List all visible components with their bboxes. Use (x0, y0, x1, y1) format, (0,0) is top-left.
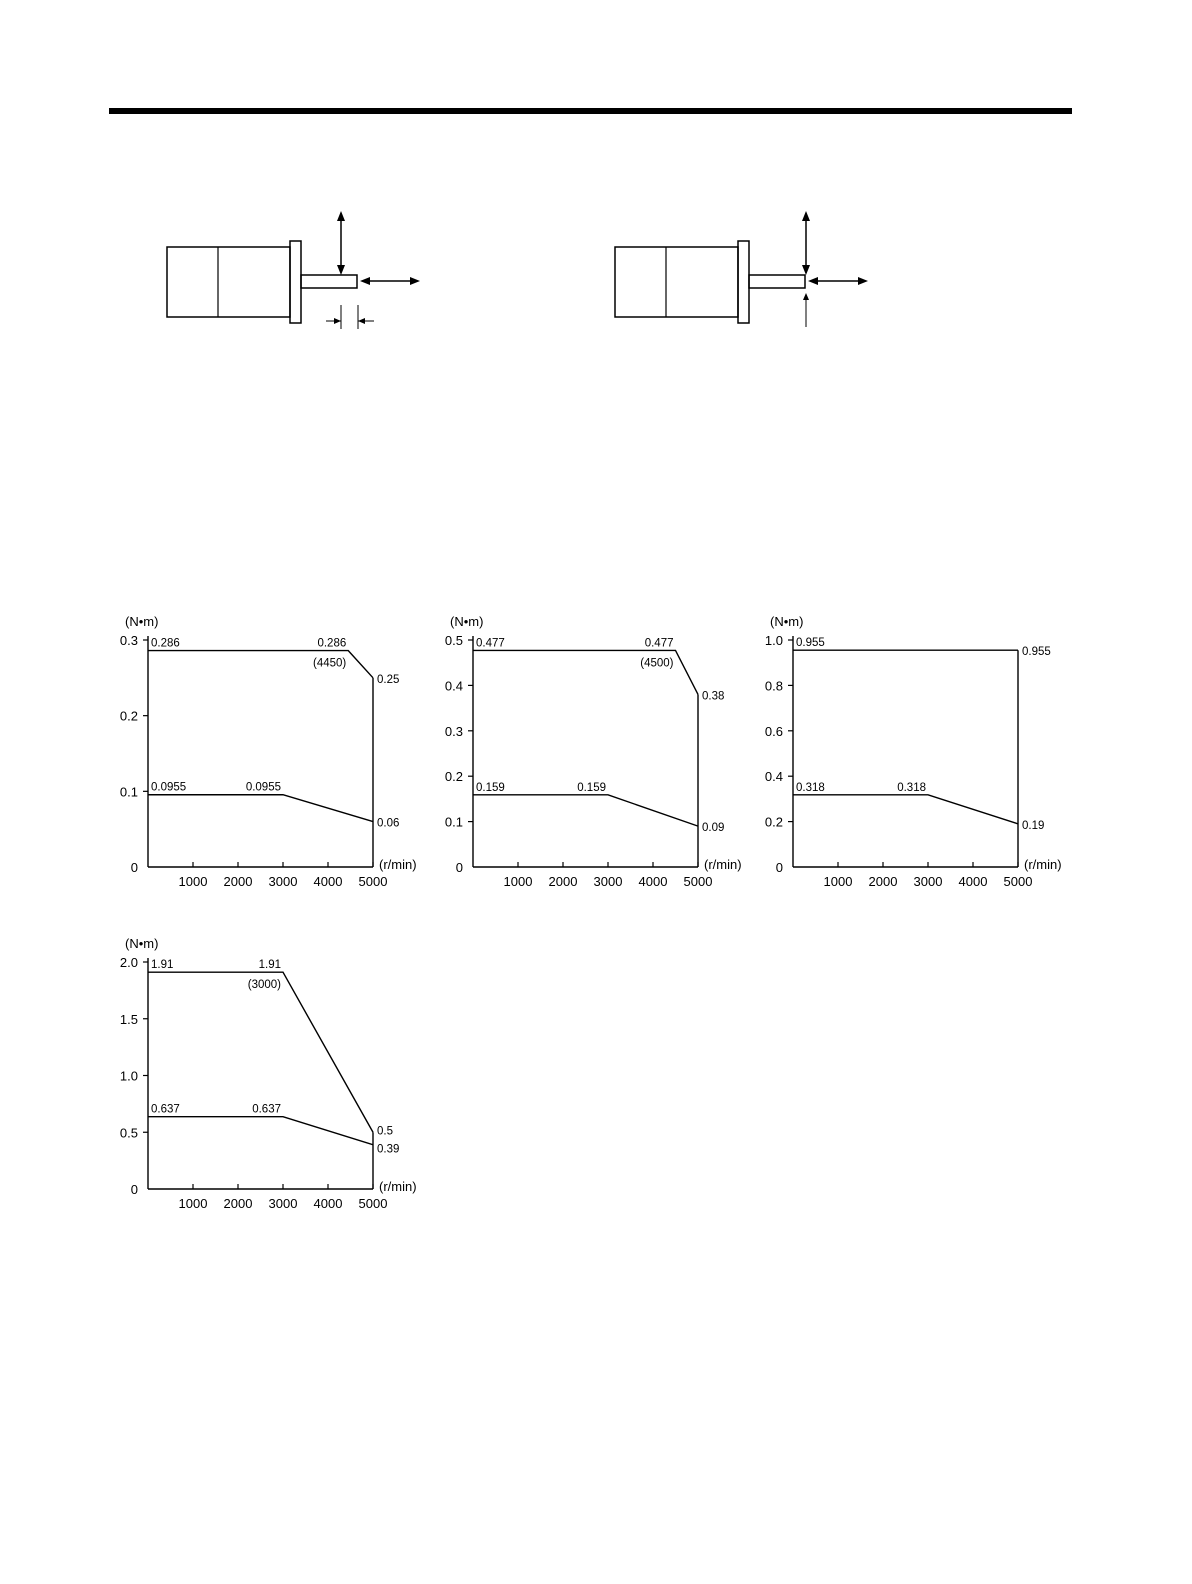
rated-torque-line (473, 795, 698, 826)
x-tick-label: 4000 (313, 874, 343, 889)
x-tick-label: 1000 (178, 874, 208, 889)
rated-torque-line (148, 1117, 373, 1145)
y-tick-label: 0.6 (764, 723, 783, 739)
motor-shaft (749, 275, 805, 288)
rated-torque-line (793, 795, 1018, 824)
x-tick-label: 3000 (268, 874, 298, 889)
y-tick-label: 0 (130, 860, 138, 875)
data-label: 0.477 (476, 637, 505, 650)
data-label: 0.286 (317, 637, 347, 650)
y-tick-label: 0 (455, 860, 463, 875)
y-tick-label: 0.4 (444, 678, 463, 694)
y-axis-label: (N•m) (125, 614, 159, 629)
radial-arrow-head-down (802, 265, 810, 275)
data-label: 0.318 (796, 781, 825, 794)
data-label: 0.159 (476, 781, 505, 794)
x-tick-label: 2000 (548, 874, 578, 889)
x-tick-label: 4000 (958, 874, 988, 889)
y-tick-label: 0.4 (764, 769, 783, 785)
x-tick-label: 5000 (358, 874, 388, 889)
data-label: 0.955 (796, 637, 825, 650)
rated-torque-line (148, 795, 373, 822)
x-tick-label: 2000 (868, 874, 898, 889)
data-label: 0.318 (897, 781, 926, 794)
radial-arrow-head-up (802, 211, 810, 221)
x-tick-label: 2000 (223, 874, 253, 889)
y-axis-label: (N•m) (450, 614, 484, 629)
x-axis-label: (r/min) (379, 857, 417, 872)
data-label: 1.91 (151, 959, 174, 972)
y-axis-label: (N•m) (125, 936, 159, 951)
torque-speed-chart-1 (100, 610, 440, 900)
data-label: 0.637 (151, 1103, 180, 1116)
x-tick-label: 3000 (913, 874, 943, 889)
data-label: 0.637 (252, 1103, 281, 1116)
y-axis-label: (N•m) (770, 614, 804, 629)
data-label: 0.5 (377, 1125, 393, 1138)
motor-diagram-right (608, 205, 878, 335)
x-tick-label: 1000 (503, 874, 533, 889)
data-label: 0.06 (377, 817, 400, 830)
y-tick-label: 1.0 (119, 1068, 138, 1084)
y-tick-label: 0.3 (444, 723, 463, 739)
y-tick-label: 0.2 (444, 769, 463, 785)
thrust-arrow-head-right (410, 277, 420, 285)
data-label: 0.286 (151, 637, 180, 650)
y-tick-label: 0.1 (119, 784, 138, 800)
y-tick-label: 0.8 (764, 678, 783, 694)
x-tick-label: 5000 (358, 1196, 388, 1211)
x-tick-label: 3000 (268, 1196, 298, 1211)
y-tick-label: 0.2 (119, 708, 138, 724)
x-axis-label: (r/min) (1024, 857, 1062, 872)
x-axis-label: (r/min) (379, 1179, 417, 1194)
motor-flange (738, 241, 749, 323)
y-tick-label: 0.3 (119, 633, 138, 648)
thrust-arrow-head-left (808, 277, 818, 285)
radial-arrow-head-up (337, 211, 345, 221)
data-label: 1.91 (258, 959, 281, 972)
data-label: 0.159 (577, 781, 606, 794)
torque-speed-chart-4 (100, 932, 440, 1222)
thrust-arrow-head-left (360, 277, 370, 285)
motor-diagram-left (160, 205, 430, 335)
motor-body (615, 247, 738, 317)
torque-speed-chart-2 (425, 610, 765, 900)
data-label: 0.09 (702, 822, 725, 835)
data-label: 0.38 (702, 690, 725, 703)
data-label: (3000) (247, 979, 281, 992)
y-tick-label: 2.0 (119, 955, 138, 970)
x-tick-label: 4000 (638, 874, 668, 889)
x-tick-label: 4000 (313, 1196, 343, 1211)
radial-arrow-head-down (337, 265, 345, 275)
data-label: 0.955 (1022, 646, 1051, 659)
motor-shaft (301, 275, 357, 288)
data-label: 0.477 (644, 637, 674, 650)
torque-speed-chart-3 (745, 610, 1085, 900)
y-tick-label: 0 (775, 860, 783, 875)
x-axis-label: (r/min) (704, 857, 742, 872)
data-label: 0.39 (377, 1143, 400, 1156)
y-tick-label: 1.0 (764, 633, 783, 648)
data-label: 0.19 (1022, 819, 1045, 832)
data-label: 0.0955 (151, 781, 187, 794)
data-label: (4500) (640, 657, 674, 670)
y-tick-label: 1.5 (119, 1011, 138, 1027)
y-tick-label: 0.5 (444, 633, 463, 648)
x-tick-label: 3000 (593, 874, 623, 889)
x-tick-label: 5000 (683, 874, 713, 889)
x-tick-label: 5000 (1003, 874, 1033, 889)
header-rule (109, 108, 1072, 114)
motor-flange (290, 241, 301, 323)
data-label: 0.25 (377, 673, 400, 686)
thrust-arrow-head-right (858, 277, 868, 285)
motor-body (167, 247, 290, 317)
data-label: (4450) (313, 657, 347, 670)
y-tick-label: 0.2 (764, 814, 783, 830)
y-tick-label: 0.5 (119, 1125, 138, 1141)
y-tick-label: 0.1 (444, 814, 463, 830)
x-tick-label: 2000 (223, 1196, 253, 1211)
x-tick-label: 1000 (823, 874, 853, 889)
data-label: 0.0955 (245, 781, 281, 794)
x-tick-label: 1000 (178, 1196, 208, 1211)
y-tick-label: 0 (130, 1182, 138, 1197)
